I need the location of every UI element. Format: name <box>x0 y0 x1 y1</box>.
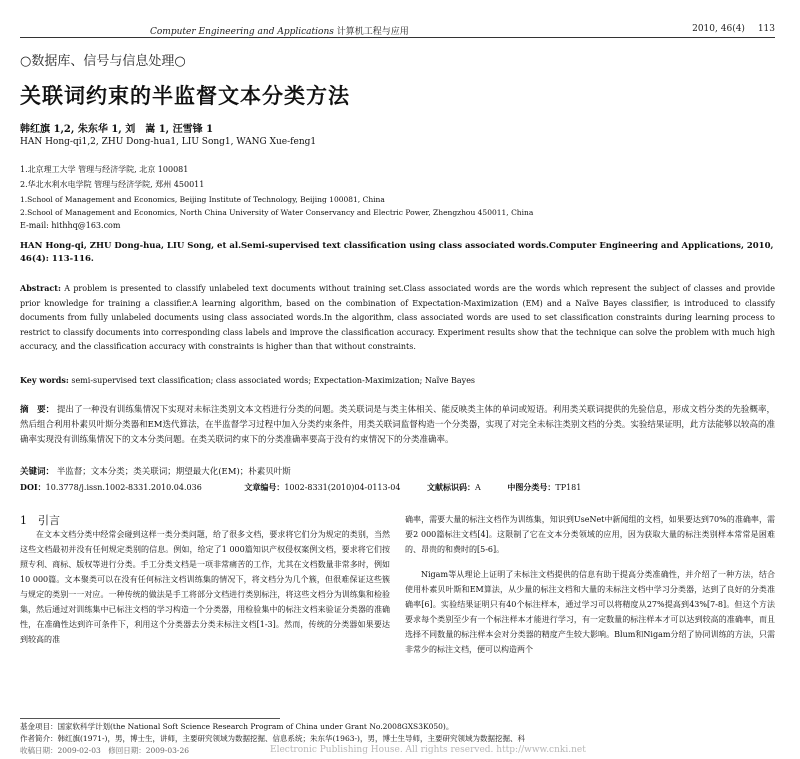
cnki-watermark: Electronic Publishing House. All rights reserved. http://www.cnki.net <box>270 745 586 755</box>
intro-column-right-para-2: Nigam等从理论上证明了未标注文档提供的信息有助于提高分类准确性，并介绍了一种方法，结合使用朴素贝叶斯和EM算法，从少量的标注文档和大量的未标注文档中学习分类器，达到了良好的分类准确率[6]。实验结果证明只有40个标注样本，通过学习可以将精度从27%提高到43%[7-8]。但这个方法要求每个类别至少有一个标注样本才能进行学习，有一定数量的标注样本才可以达到较高的准确率，而且选择不同数量的标注样本会对分类器的精度产生较大影响。Blum和Nigam分绍了协同训练的方法，只需非常少的标注文档，便可以构造两个 <box>405 570 775 654</box>
paper-title: 关联词约束的半监督文本分类方法 <box>20 84 350 108</box>
keywords-en: Key words: semi-supervised text classification; class associated words; Expectation-Maximization; Naïve Bayes <box>20 375 476 385</box>
intro-column-right-para-1: 确率，需要大量的标注文档作为训练集，知识到UseNet中新闻组的文档，如果要达到70%的准确率，需要2 000篇标注文档[4]。这限制了它在文本分类领域的应用，因为获取大量的标注类别样本常常是困难的、昂贵的和费时的[5-6]。 <box>405 515 775 554</box>
authors-en: HAN Hong-qi1,2, ZHU Dong-hua1, LIU Song1, WANG Xue-feng1 <box>20 137 317 147</box>
running-header <box>20 22 775 38</box>
keywords-cn: 关键词： 半监督；文本分类；类关联词；期望最大化(EM)；朴素贝叶斯 <box>20 467 291 477</box>
doi-line: DOI：10.3778/j.issn.1002-8331.2010.04.036 文章编号：1002-8331(2010)04-0113-04 文献标识码：A 中图分类号：TP181 <box>20 482 582 492</box>
affiliation-2-en: 2.School of Management and Economics, North China University of Water Conservancy and Electric Power, Zhengzhou 450011, China <box>20 208 534 217</box>
footnote-funding: 基金项目：国家软科学计划(the National Soft Science Research Program of China under Grant No.2008GXS3K050)。 <box>20 722 454 731</box>
citation: HAN Hong-qi, ZHU Dong-hua, LIU Song, et al.Semi-supervised text classification using class associated words.Computer Engineering and Applications, 2010, 46(4): 113-116. <box>20 241 774 264</box>
footnote-rule <box>20 718 280 719</box>
footnote-author-bio: 作者简介：韩红旗(1971-)，男，博士生，讲师，主要研究领域为数据挖掘、信息系统；朱东华(1963-)，男，博士生导师，主要研究领域为数据挖掘、科 <box>20 734 525 743</box>
affiliation-2-cn: 2.华北水利水电学院 管理与经济学院, 郑州 450011 <box>20 180 205 189</box>
abstract-cn: 摘 要： 提出了一种没有训练集情况下实现对未标注类别文本文档进行分类的问题。类关联词是与类主体相关、能反映类主体的单词或短语。利用类关联词提供的先验信息，形成文档分类的先验概率，然后组合利用朴素贝叶斯分类器和EM迭代算法，在半监督学习过程中加入分类约束条件，用类关联词监督构造一个分类器，实现了对完全未标注类别文档的分类。实验结果证明，此方法能够以较高的准确率实现没有训练集情况下的文本分类问题。在类关联词约束下的分类准确率要高于没有约束情况下的分类准确率。 <box>20 405 776 445</box>
affiliation-1-en: 1.School of Management and Economics, Beijing Institute of Technology, Beijing 100081, China <box>20 195 385 204</box>
header-rule <box>20 37 775 38</box>
journal-name: Computer Engineering and Applications 计算机工程与应用 <box>150 27 409 37</box>
intro-column-left: 在文本文档分类中经常会碰到这样一类分类问题，给了很多文档，要求将它们分为规定的类别，当然这些文档最初并没有任何规定类别的信息。例如，给定了1 000篇知识产权侵权案例文档，要求将它们按照专利、商标、版权等进行分类。手工分类文档是一项非常痛苦的工作，尤其在文档数量非常多时，例如10 000篇。文本聚类可以在没有任何标注文档训练集的情况下，将文档分为几个簇，但很难保证这些簇与规定的类别一一对应。一种传统的做法是手工将部分文档进行类别标注，将这些文档分为训练集和检验集，然后通过对训练集中已标注文档的学习构造一个分类器，用检验集中的标注文档来验证分类器的准确性，在准确性达到许可条件下，利用这个分类器去分类未标注文档[1-3]。然而，传统的分类器如果要达到较高的准 <box>20 530 390 644</box>
email: E-mail: hithhq@163.com <box>20 221 121 230</box>
affiliation-1-cn: 1.北京理工大学 管理与经济学院, 北京 100081 <box>20 165 189 174</box>
circle-bullet-icon: ○ <box>20 54 32 69</box>
abstract-en: Abstract: A problem is presented to classify unlabeled text documents without training set.Class associated words are the words which represent the subject of classes and provide prior knowledge for training a classifier.A learning algorithm, based on the combination of Expectation-Maximization (EM) and a Naïve Bayes classifier, is introduced to classify documents from fully unlabeled documents using class associated words.In the algorithm, class associated words are used to set classification constraints during learning process to restrict to classify documents into corresponding class labels and improve the classification accuracy. Experiment results show that the technique can solve the problem with much high accuracy, and the classification accuracy with constraints is higher than that without constraints. <box>20 283 776 351</box>
volume-page: 2010, 46(4) 113 <box>692 24 775 34</box>
section-heading-introduction: 1 引言 <box>20 514 60 527</box>
authors-cn: 韩红旗 1,2, 朱东华 1, 刘 嵩 1, 汪雪锋 1 <box>20 124 214 135</box>
section-tag: ○数据库、信号与信息处理○ <box>20 54 186 69</box>
received-revised-dates: 收稿日期：2009-02-03 修回日期：2009-03-26 <box>20 746 189 755</box>
